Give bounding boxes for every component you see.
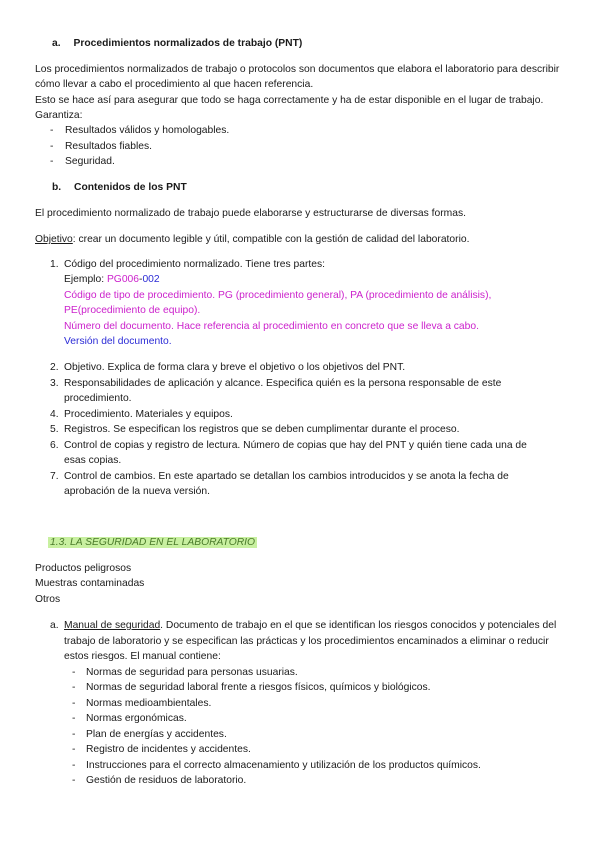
garantiza-label: Garantiza: (35, 110, 83, 121)
objetivo-line (35, 233, 469, 247)
manual-line: estos riesgos. El manual contiene: (64, 651, 221, 662)
list-item: - Normas de seguridad laboral frente a riesgos físicos, químicos y biológicos. (72, 682, 431, 693)
numbered-item: 2. Objetivo. Explica de forma clara y breve el objetivo o los objetivos del PNT. (50, 362, 406, 373)
section-a-heading (52, 37, 302, 51)
manual-line: trabajo de laboratorio y se especifican las prácticas y los procedimientos encaminados a eliminar o reducir (64, 636, 549, 647)
manual-label: Manual de seguridad (64, 620, 161, 631)
list-item: - Resultados fiables. (50, 141, 153, 152)
numbered-item: 7. Control de cambios. En este apartado se detallan los cambios introducidos y se anota la fecha de (50, 471, 509, 482)
section-b-heading (52, 181, 187, 195)
numbered-item: 5. Registros. Se especifican los registros que se deben cumplimentar durante el proceso. (50, 424, 460, 435)
list-item: - Resultados válidos y homologables. (50, 125, 230, 136)
numbered-item-continuation: aprobación de la nueva versión. (64, 486, 210, 497)
list-item: Muestras contaminadas (35, 578, 145, 589)
ejemplo-code-version: 002 (142, 274, 160, 285)
paragraph-line: Esto se hace así para asegurar que todo se haga correctamente y ha de estar disponible en el lugar de trabajo. (35, 95, 544, 106)
numbered-item: 4. Procedimiento. Materiales y equipos. (50, 409, 233, 420)
paragraph-line: cómo llevar a cabo el procedimiento al que hacen referencia. (35, 79, 314, 90)
list-item: - Registro de incidentes y accidentes. (72, 744, 251, 755)
objetivo-label: Objetivo (35, 234, 73, 245)
ejemplo-line: Ejemplo: PG006-002 (64, 274, 160, 285)
section-a-title: Procedimientos normalizados de trabajo (PNT) (73, 38, 303, 49)
paragraph-line: Los procedimientos normalizados de trabajo o protocolos son documentos que elabora el laboratorio para describir (35, 64, 560, 75)
list-item: - Plan de energías y accidentes. (72, 729, 227, 740)
paragraph-line: El procedimiento normalizado de trabajo puede elaborarse y estructurarse de diversas formas. (35, 208, 466, 219)
section-1-3-heading: 1.3. LA SEGURIDAD EN EL LABORATORIO (50, 537, 256, 548)
list-item: - Seguridad. (50, 156, 115, 167)
list-item: - Normas medioambientales. (72, 698, 212, 709)
numbered-item: 6. Control de copias y registro de lectura. Número de copias que hay del PNT y quién tiene cada una de (50, 440, 527, 451)
list-item: - Gestión de residuos de laboratorio. (72, 775, 247, 786)
list-item: - Normas de seguridad para personas usuarias. (72, 667, 298, 678)
section-b-marker: b. (52, 182, 62, 193)
codigo-tipo-line: PE(procedimiento de equipo). (64, 305, 201, 316)
ejemplo-code-type: PG006 (106, 274, 139, 285)
numero-documento-line: Número del documento. Hace referencia al procedimiento en concreto que se lleva a cabo. (64, 321, 479, 332)
codigo-tipo-line: Código de tipo de procedimiento. PG (procedimiento general), PA (procedimiento de análisis), (64, 290, 492, 301)
numbered-item-continuation: esas copias. (64, 455, 122, 466)
objetivo-text: : crear un documento legible y útil, compatible con la gestión de calidad del laboratorio. (72, 234, 470, 245)
list-item: Productos peligrosos (35, 563, 132, 574)
list-item: - Normas ergonómicas. (72, 713, 187, 724)
numbered-item: 1. Código del procedimiento normalizado. Tiene tres partes: (50, 259, 325, 270)
numbered-item: 3. Responsabilidades de aplicación y alcance. Especifica quién es la persona responsable de este (50, 378, 502, 389)
list-item: Otros (35, 594, 61, 605)
list-item: - Instrucciones para el correcto almacenamiento y utilización de los productos químicos. (72, 760, 481, 771)
version-documento-line: Versión del documento. (64, 336, 172, 347)
section-a-marker: a. (52, 38, 61, 49)
numbered-item-continuation: procedimiento. (64, 393, 132, 404)
manual-line: a. Manual de seguridad. Documento de trabajo en el que se identifican los riesgos conocidos y potenciales del (50, 620, 557, 631)
section-b-title: Contenidos de los PNT (74, 182, 187, 193)
